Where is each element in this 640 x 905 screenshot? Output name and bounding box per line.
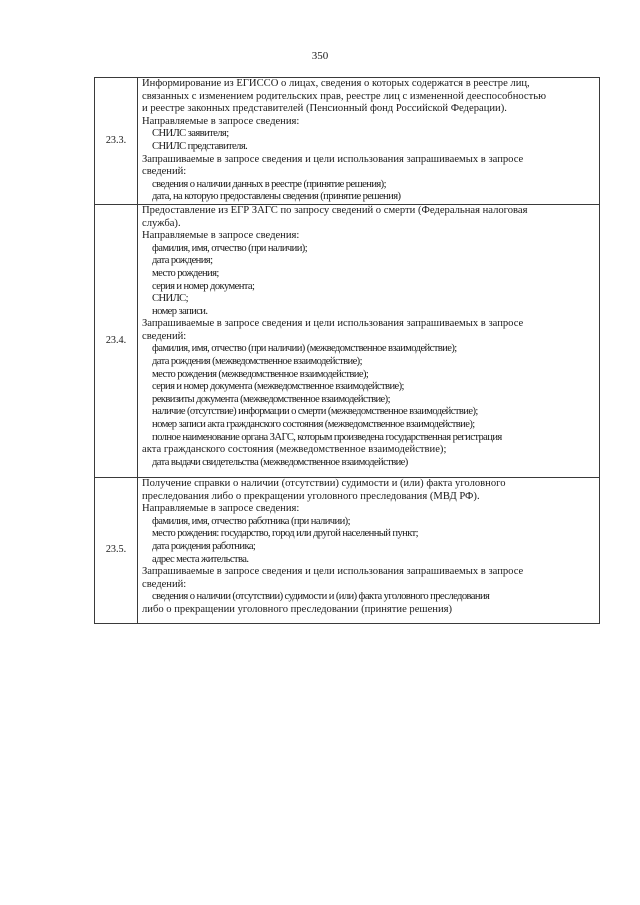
row-number: 23.4. [95,204,138,477]
document-table [94,77,600,624]
text-line: дата рождения работника; [152,540,256,552]
text-line: Запрашиваемые в запросе сведения и цели использования запрашиваемых в запросе [142,318,524,330]
text-line: СНИЛС представителя. [152,140,248,152]
text-line: и реестре законных представителей (Пенсионный фонд Российской Федерации). [142,103,507,115]
text-line: Запрашиваемые в запросе сведения и цели использования запрашиваемых в запросе [142,153,524,165]
text-line: сведения о наличии (отсутствии) судимости и (или) факта уголовного преследования [152,591,490,603]
text-line: дата рождения; [152,255,213,267]
text-line: место рождения: государство, город или другой населенный пункт; [152,528,419,540]
text-line: сведений: [142,330,187,342]
table-row-23-4 [95,204,600,477]
text-line: Направляемые в запросе сведения: [142,115,300,127]
text-line: связанных с изменением родительских прав, реестре лиц с измененной дееспособностью [142,90,546,102]
text-line: фамилия, имя, отчество (при наличии); [152,242,308,254]
text-line: Направляемые в запросе сведения: [142,230,300,242]
text-line: сведений: [142,578,187,590]
text-line: место рождения; [152,267,219,279]
text-line: фамилия, имя, отчество (при наличии) (межведомственное взаимодействие); [152,343,457,355]
text-line: полное наименование органа ЗАГС, которым произведена государственная регистрация [152,431,502,443]
text-line: Запрашиваемые в запросе сведения и цели использования запрашиваемых в запросе [142,566,524,578]
row-number: 23.5. [95,477,138,623]
text-line: дата рождения (межведомственное взаимодействие); [152,356,362,368]
text-line: Направляемые в запросе сведения: [142,503,300,515]
row-number: 23.3. [95,78,138,205]
row-content [138,204,600,477]
row-content [138,477,600,623]
text-line: номер записи акта гражданского состояния (межведомственное взаимодействие); [152,419,475,431]
text-line: Информирование из ЕГИССО о лицах, сведения о которых содержатся в реестре лиц, [142,78,530,89]
text-line: сведений: [142,166,187,178]
page-number: 350 [311,50,329,62]
text-line: номер записи. [152,305,208,317]
text-line: серия и номер документа; [152,280,255,292]
text-line: реквизиты документа (межведомственное взаимодействие); [152,393,390,405]
table-row-23-5 [95,477,600,623]
text-line: СНИЛС; [152,293,188,305]
text-line: наличие (отсутствие) информации о смерти (межведомственное взаимодействие); [152,406,478,418]
text-line: СНИЛС заявителя; [152,128,229,140]
text-line: акта гражданского состояния (межведомственное взаимодействие); [142,444,447,456]
text-line: служба). [142,217,181,229]
text-line: серия и номер документа (межведомственное взаимодействие); [152,381,404,393]
text-line: дата, на которую предоставлены сведения (принятие решения) [152,191,401,203]
text-line: дата выдачи свидетельства (межведомственное взаимодействие) [152,456,408,468]
text-line: преследования либо о прекращении уголовного преследования (МВД РФ). [142,490,480,502]
row-content [138,78,600,205]
table-row-23-3 [95,78,600,205]
text-line: фамилия, имя, отчество работника (при наличии); [152,515,350,527]
text-line: Предоставление из ЕГР ЗАГС по запросу сведений о смерти (Федеральная налоговая [142,204,528,216]
text-line: Получение справки о наличии (отсутствии) судимости и (или) факта уголовного [142,477,506,489]
text-line: либо о прекращении уголовного преследовании (принятие решения) [142,603,453,615]
text-line: место рождения (межведомственное взаимодействие); [152,368,369,380]
text-line: адрес места жительства. [152,553,249,565]
text-line: сведения о наличии данных в реестре (принятие решения); [152,178,386,190]
